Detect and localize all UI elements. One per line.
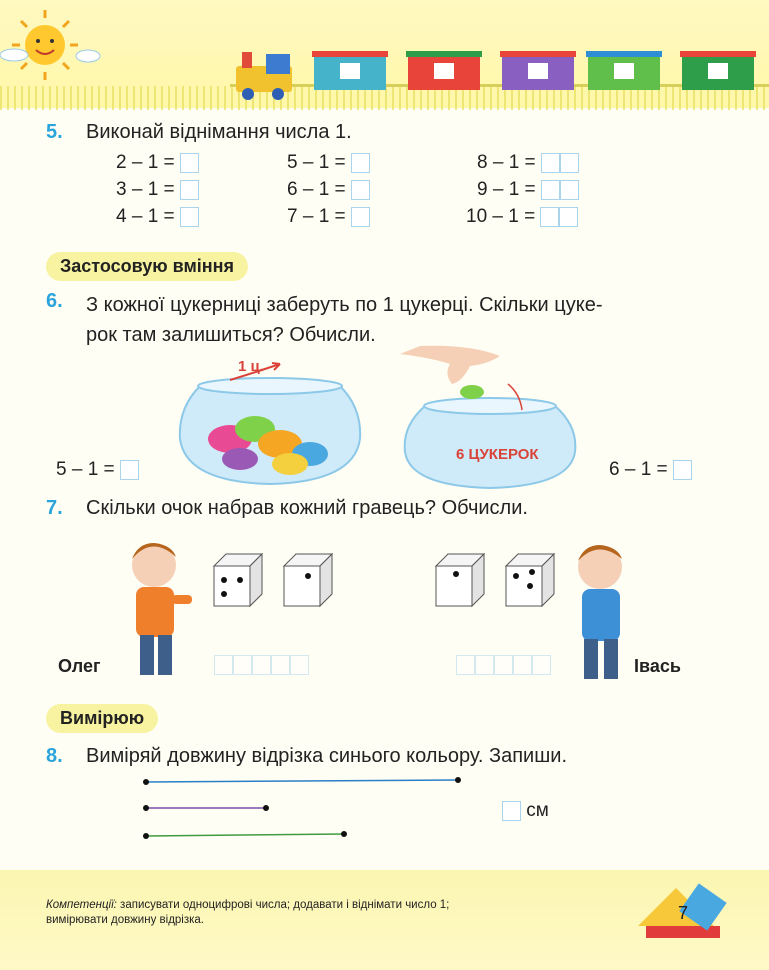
answer-box[interactable] xyxy=(351,153,370,173)
expression-row xyxy=(116,206,199,233)
exercise-7-instruction: Скільки очок набрав кожний гравець? Обчисли. xyxy=(86,497,528,519)
boy-oleg-illustration xyxy=(112,535,196,685)
expression-text: 5 – 1 = xyxy=(287,152,346,173)
section-heading-apply: Застосовую вміння xyxy=(46,252,248,281)
answer-box-ones[interactable] xyxy=(560,153,579,173)
segment-blue xyxy=(146,780,458,782)
expression-row xyxy=(466,206,579,233)
exercise-6-left-expression xyxy=(56,459,139,481)
answer-box[interactable] xyxy=(673,460,692,480)
exercise-5-column-3 xyxy=(466,152,579,233)
answer-cell[interactable] xyxy=(475,655,494,675)
section-heading-measure: Вимірюю xyxy=(46,704,158,733)
candy-bowls-illustration xyxy=(170,344,590,494)
segment-endpoint xyxy=(143,779,149,785)
answer-box-ones[interactable] xyxy=(560,180,579,200)
answer-cell[interactable] xyxy=(214,655,233,675)
jar-label: 6 ЦУКЕРОК xyxy=(456,446,539,463)
exercise-6-right-expression xyxy=(609,459,692,481)
exercise-5-column-2 xyxy=(287,152,370,233)
competencies-line: вимірювати довжину відрізка. xyxy=(46,914,204,926)
ivas-answer-cells[interactable] xyxy=(456,655,551,675)
segment-endpoint xyxy=(263,805,269,811)
arrow-label: 1 ц. xyxy=(238,358,264,375)
unit-label: см xyxy=(526,800,549,821)
answer-box[interactable] xyxy=(180,153,199,173)
expression-row xyxy=(287,179,370,206)
sun-icon xyxy=(0,10,110,80)
segment-green xyxy=(146,834,344,836)
die-icon xyxy=(506,554,554,606)
dice-pair-oleg xyxy=(212,552,334,610)
expression-text: 6 – 1 = xyxy=(609,459,668,480)
line-segments xyxy=(140,772,470,844)
answer-box[interactable] xyxy=(502,801,521,821)
segment-endpoint xyxy=(341,831,347,837)
length-answer xyxy=(502,800,549,822)
expression-text: 6 – 1 = xyxy=(287,179,346,200)
expression-text: 8 – 1 = xyxy=(477,152,536,173)
answer-cell[interactable] xyxy=(532,655,551,675)
answer-box-tens[interactable] xyxy=(541,153,560,173)
competencies-note xyxy=(46,898,449,928)
expression-row xyxy=(116,152,199,179)
answer-box-tens[interactable] xyxy=(541,180,560,200)
player-name-ivas: Івась xyxy=(634,656,681,676)
answer-box[interactable] xyxy=(120,460,139,480)
expression-text: 2 – 1 = xyxy=(116,152,175,173)
exercise-5-instruction: Виконай віднімання числа 1. xyxy=(86,121,352,143)
expression-row xyxy=(287,152,370,179)
instruction-line: рок там залишиться? Обчисли. xyxy=(86,324,376,346)
answer-box-ones[interactable] xyxy=(559,207,578,227)
die-icon xyxy=(284,554,332,606)
answer-cell[interactable] xyxy=(513,655,532,675)
exercise-6-number: 6. xyxy=(46,290,63,312)
page-number: 7 xyxy=(678,903,689,923)
expression-text: 10 – 1 = xyxy=(466,206,536,227)
expression-text: 5 – 1 = xyxy=(56,459,115,480)
exercise-5-number: 5. xyxy=(46,121,63,143)
answer-box[interactable] xyxy=(180,207,199,227)
expression-text: 9 – 1 = xyxy=(477,179,536,200)
expression-text: 7 – 1 = xyxy=(287,206,346,227)
competencies-label: Компетенції: xyxy=(46,899,117,911)
segment-endpoint xyxy=(143,805,149,811)
answer-cell[interactable] xyxy=(252,655,271,675)
expression-row xyxy=(466,152,579,179)
segment-endpoint xyxy=(143,833,149,839)
segment-endpoint xyxy=(455,777,461,783)
die-icon xyxy=(436,554,484,606)
dice-pair-ivas xyxy=(434,552,556,610)
exercise-8-instruction: Виміряй довжину відрізка синього кольору. Запиши. xyxy=(86,745,568,767)
expression-row xyxy=(116,179,199,206)
answer-cell[interactable] xyxy=(456,655,475,675)
answer-cell[interactable] xyxy=(290,655,309,675)
expression-text: 3 – 1 = xyxy=(116,179,175,200)
train-illustration xyxy=(226,46,766,102)
expression-row xyxy=(287,206,370,233)
player-name-oleg: Олег xyxy=(58,656,101,676)
die-icon xyxy=(214,554,262,606)
exercise-8-number: 8. xyxy=(46,745,63,767)
answer-box[interactable] xyxy=(180,180,199,200)
answer-box[interactable] xyxy=(351,207,370,227)
exercise-6-instruction xyxy=(86,290,603,350)
answer-cell[interactable] xyxy=(233,655,252,675)
boy-ivas-illustration xyxy=(556,539,640,685)
expression-text: 4 – 1 = xyxy=(116,206,175,227)
answer-cell[interactable] xyxy=(494,655,513,675)
exercise-5-column-1 xyxy=(116,152,199,233)
answer-cell[interactable] xyxy=(271,655,290,675)
expression-row xyxy=(466,179,579,206)
answer-box-tens[interactable] xyxy=(540,207,559,227)
instruction-line: З кожної цукерниці заберуть по 1 цукерці. Скільки цуке- xyxy=(86,294,603,316)
oleg-answer-cells[interactable] xyxy=(214,655,309,675)
exercise-7-number: 7. xyxy=(46,497,63,519)
answer-box[interactable] xyxy=(351,180,370,200)
competencies-line: записувати одноцифрові числа; додавати і віднімати число 1; xyxy=(120,899,450,911)
